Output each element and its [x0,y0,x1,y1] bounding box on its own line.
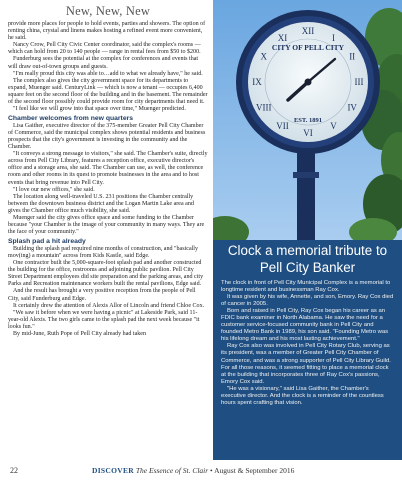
sidebar-title: Clock a memorial tribute to Pell City Banker [227,243,388,275]
clock-pole-band [293,172,319,178]
magazine-name: DISCOVER [92,466,134,475]
article-paragraph: And the result has brought a very positive reception from the people of Pell City, said Funderburg and Edge. [8,288,196,302]
article-paragraph: By mid-June, Ruth Pope of Pell City already had taken [13,331,147,338]
page-footer [0,463,402,480]
section-heading: Splash pad a hit already [8,238,86,246]
article-paragraph: The location along well-traveled U.S. 231 positions the Chamber centrally between the downtown business district and the Logan Martin Lake area and gives the Chamber office much visibility, she said. [8,193,194,214]
article-paragraph: "It conveys a strong message to visitors," she said. The Chamber's suite, directly across from Pell City Library, features a reception office, executive director's office and a storage area, she said. The Chamber can use, as well, the conference room and other rooms in its quest to promote businesses in the area and to host events that bring revenue into Pell City. [8,151,208,186]
footer-line [92,466,294,475]
magazine-tagline: The Essence of St. Clair [135,466,209,475]
article-body [8,21,208,338]
clock-numeral: II [349,51,356,62]
clock-numeral: I [332,32,335,43]
clock-numeral: X [260,51,268,62]
article-paragraph: Lisa Gaither, executive director of the 375-member Greater Pell City Chamber of Commerce, said the municipal complex shows potential residents and business prospects that the city's government is investing in the community and the Chamber. [8,122,206,151]
article-paragraph: It certainly drew the attention of Alexis Allor of Lincoln and friend Chloe Cox. [13,302,205,309]
clock-numeral: III [354,77,364,87]
clock-pole [297,148,315,240]
sidebar-paragraph: It was given by his wife, Annette, and son, Emory. Ray Cox died of cancer in 2005. [221,294,394,308]
clock-center [305,79,312,86]
sidebar-text [213,243,402,407]
article-paragraph: provide more places for people to hold events, parties and showers. The option of renting china, crystal and linens makes hosting a refined event more convenient, he said. [8,21,206,42]
sidebar-body [221,280,394,407]
clock-text-top: CITY OF PELL CITY [271,43,345,52]
article-paragraph: One contractor built the 5,000-square-foot splash pad and another constructed the building for the office, restrooms and adjoining public pavilion. Pell City Street Department employees did site preparation and the parking areas, and city Parks and Recreation maintenance workers built the rental pavilions, Edge said. [8,260,204,288]
article-paragraph: The complex also gives the city government space for its departments to expand, Muenger said. CenturyLink — which is now a tenant — occupies 6,400 square feet on the second floor of the building and in the basement. The remainder of the second floor possibly could provide room for city departments that need it. [8,77,208,106]
article-column [8,4,208,460]
article-paragraph: "We saw it before when we were having a picnic" at Lakeside Park, said 11-year-old Alexis. The two girls came to the splash pad the next week because "it looks fun." [8,309,200,330]
clock-numeral: VIII [256,102,272,113]
clock-numeral: V [330,121,337,132]
clock-text-bottom: EST. 1891 [293,117,323,124]
sidebar-paragraph: Ray Cox also was involved in Pell City Rotary Club, serving as its president, was a member of Greater Pell City Chamber of Commerce, and was a strong supporter of Pell City Library Guild. For all those reasons, it seemed fitting to place a memorial clock at the building that incorporates three of Ray Cox's passions, Emory Cox said. [221,343,391,385]
article-paragraph: Building the splash pad required nine months of construction, and "basically mov(ing) a mountain" across from Kids Kastle, said Edge. [8,245,199,259]
clock-numeral: XII [301,26,315,36]
issue-date: • August & September 2016 [210,466,295,475]
clock-illustration [213,0,402,240]
page-number: 22 [10,466,18,475]
section-heading: Chamber welcomes from new quarters [8,115,134,123]
article-paragraph: "I feel like we will grow into that space over time," Muenger predicted. [13,106,186,113]
article-paragraph: Funderburg sees the potential at the complex for conferences and events that will draw out-of-town groups and guests. [8,56,199,70]
clock-numeral: VII [276,121,289,132]
article-paragraph: "I love our new offices," she said. [13,186,95,193]
sidebar-panel [213,0,402,460]
sidebar-paragraph: "He was a visionary," said Lisa Gaither, the Chamber's executive director. And the clock is a reminder of the countless hours spent crafting that vision. [221,385,384,406]
article-paragraph: Nancy Crow, Pell City Civic Center coordinator, said the complex's rooms — which can hold from 20 to 140 people — range in rental fees from $50 to $200. [8,42,201,56]
clock-numeral: XI [277,32,288,43]
sidebar-paragraph: Born and raised in Pell City, Ray Cox began his career as an FDIC bank examiner in North Alabama. He saw the need for a customer service-focused community bank in Pell City and founded Metro Bank in 1989, his son said. "Founding Metro was his lifelong dream and his most lasting achievement." [221,308,389,343]
sidebar-paragraph: The clock in front of Pell City Municipal Complex is a memorial to longtime resident and businessman Ray Cox. [221,280,391,294]
article-paragraph: "I'm really proud this city was able to…add to what we already have," he said. [13,70,203,77]
clock-photo [213,0,402,240]
clock-numeral: VI [303,128,313,138]
page-title: New, New, New [65,4,151,18]
clock-numeral: IX [252,77,262,87]
clock-numeral: IV [347,102,357,113]
article-paragraph: Muenger said the city gives office space and some funding to the Chamber because "your Chamber is the image of your community in many ways. They are the face of your community." [8,215,205,236]
